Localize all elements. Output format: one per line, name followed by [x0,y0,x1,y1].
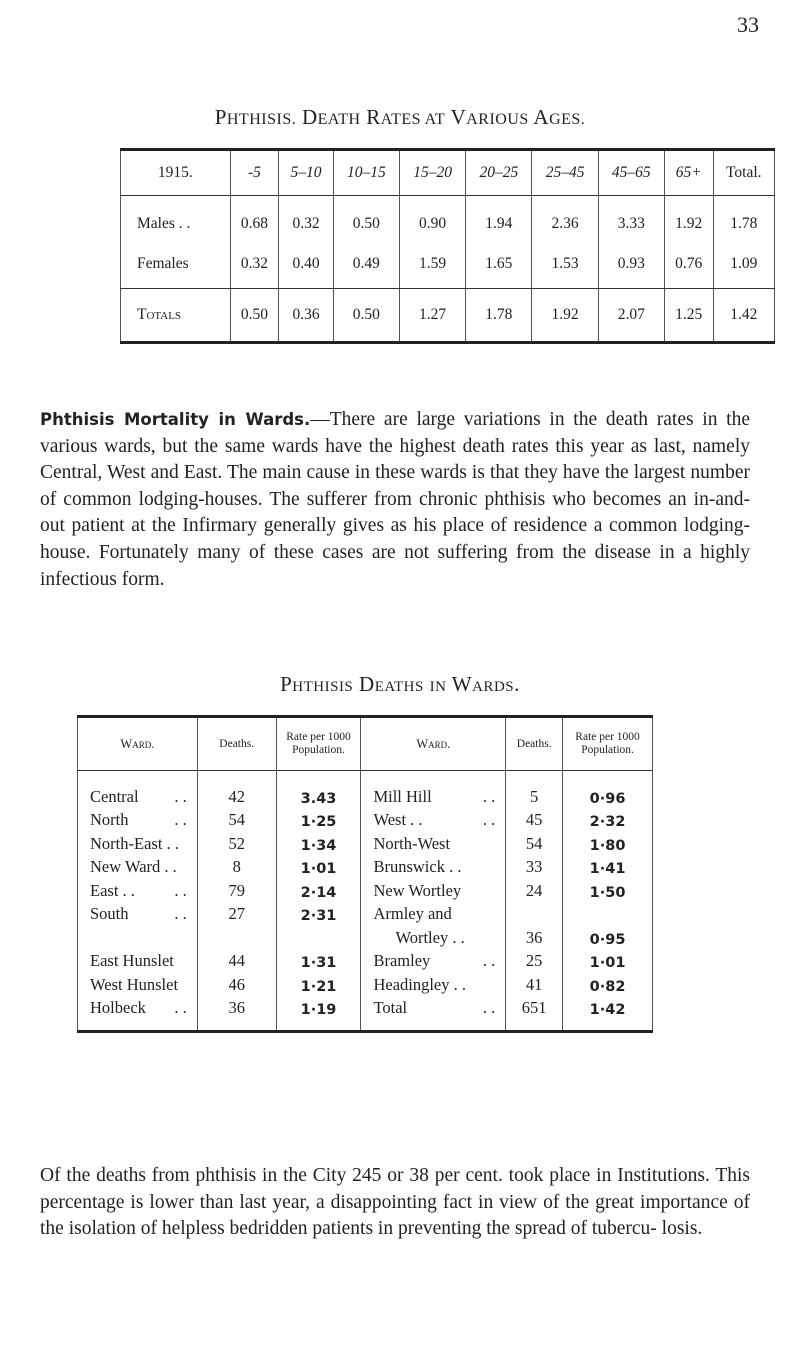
header-deaths: Deaths. [506,717,563,771]
leader-dots: . . [482,810,496,829]
rate-cell: 1·41 [563,854,653,878]
table-cell: 1.78 [713,196,774,247]
table1-title: PHTHISIS. DEATH RATES AT VARIOUS AGES. [214,105,586,129]
table-cell: 1.92 [532,289,598,343]
table-cell: 0.50 [230,289,279,343]
table-cell: 2.36 [532,196,598,247]
table-row [78,948,653,972]
deaths-cell: 52 [197,830,276,854]
table-cell: 1.59 [399,246,465,289]
rate-cell: 1·19 [276,995,361,1032]
page-number: 33 [737,12,759,37]
institutions-paragraph: Of the deaths from phthisis in the City 245 or 38 per cent. took place in Institutions. This percentage is lower than last year, a disappointing fact in view of the great importance of the isolation of helpless bedridden patients in preventing the spread of tubercu- losis. [40,1165,750,1240]
rate-cell [276,924,361,948]
row-label: Males . . [137,215,191,232]
rate-cell: 1·42 [563,995,653,1032]
paragraph-heading: Phthisis Mortality in Wards. [40,410,311,429]
deaths-cell [197,924,276,948]
table-cell: 0.50 [333,289,399,343]
ward-name: West Hunslet [90,974,179,994]
rate-cell: 2·31 [276,901,361,925]
header-cell: 20–25 [466,150,532,196]
ward-name: East Hunslet [90,951,174,970]
table-cell: 0.40 [279,246,334,289]
deaths-cell: 41 [506,971,563,995]
ward-name: South . . [78,901,198,925]
mortality-in-wards-paragraph [40,407,750,593]
deaths-cell: 42 [197,771,276,807]
table-cell: 0.68 [230,196,279,247]
table-cell: 0.76 [664,246,713,289]
header-ward: Ward. [78,717,198,771]
ward-name: Bramley . . [361,948,506,972]
leader-dots: . . [482,786,496,806]
table-row [121,196,775,247]
ward-name: Brunswick . . [361,854,506,878]
deaths-cell: 44 [197,948,276,972]
table-cell: 0.93 [598,246,664,289]
rate-cell: 2·14 [276,877,361,901]
table-row [78,830,653,854]
rate-cell: 1·25 [276,807,361,831]
table-cell: 1.53 [532,246,598,289]
rate-cell: 1·31 [276,948,361,972]
deaths-cell: 5 [506,771,563,807]
table-row [78,901,653,925]
deaths-cell: 46 [197,971,276,995]
table-row-totals [121,289,775,343]
header-cell: Total. [713,150,774,196]
table-row [78,877,653,901]
table-row [78,854,653,878]
table-header-row [78,717,653,771]
ward-name: North-West [361,830,506,854]
table-cell: 1.65 [466,246,532,289]
deaths-cell: 79 [197,877,276,901]
table-cell: 0.49 [333,246,399,289]
deaths-cell: 54 [506,830,563,854]
ward-name [78,924,198,948]
rate-cell: 1·80 [563,830,653,854]
rate-cell: 3.43 [276,771,361,807]
table-row [78,924,653,948]
deaths-cell: 25 [506,948,563,972]
header-rate: Rate per 1000 Population. [563,717,653,771]
leader-dots: . . [174,904,187,923]
deaths-cell [506,901,563,925]
table-row [78,971,653,995]
ward-name: North . . [78,807,198,831]
table-cell: 0.50 [333,196,399,247]
row-label: Females [121,246,231,289]
table-cell: 1.09 [713,246,774,289]
header-cell: 15–20 [399,150,465,196]
deaths-cell: 36 [506,924,563,948]
rate-cell [563,901,653,925]
ward-name: Wortley . . [361,924,506,948]
table-row [78,807,653,831]
leader-dots: . . [482,951,496,970]
ward-name: East . . . . [78,877,198,901]
rate-cell: 1·01 [563,948,653,972]
rate-cell: 0·96 [563,771,653,807]
table-row [78,995,653,1032]
rate-cell: 2·32 [563,807,653,831]
deaths-cell: 27 [197,901,276,925]
table-cell: 1.92 [664,196,713,247]
rate-cell: 0·82 [563,971,653,995]
leader-dots: . . [174,810,187,829]
header-rate: Rate per 1000 Population. [276,717,361,771]
header-cell: -5 [230,150,279,196]
deaths-cell: 33 [506,854,563,878]
table2-title: Phthisis Deaths in Wards. [280,672,520,696]
ward-name: Central . . [78,771,198,807]
deaths-cell: 24 [506,877,563,901]
rate-cell: 1·01 [276,854,361,878]
ward-name: West . . . . [361,807,506,831]
table-cell: 1.25 [664,289,713,343]
ward-name: North-East . . [90,833,179,853]
table-cell: 0.32 [230,246,279,289]
row-label: Totals [137,306,182,323]
ward-name: Holbeck . . [78,995,198,1032]
deaths-cell: 36 [197,995,276,1032]
deaths-cell: 54 [197,807,276,831]
deaths-cell: 45 [506,807,563,831]
leader-dots: . . [174,880,187,900]
ward-name: New Ward . . [90,857,177,876]
table-row [121,246,775,289]
header-ward: Ward. [361,717,506,771]
deaths-cell: 651 [506,995,563,1032]
rate-cell: 0·95 [563,924,653,948]
header-cell: 10–15 [333,150,399,196]
age-death-rates-table [120,148,775,344]
table-cell: 0.32 [279,196,334,247]
header-cell: 1915. [121,150,231,196]
ward-name: Headingley . . [361,971,506,995]
table-row [78,771,653,807]
deaths-cell: 8 [197,854,276,878]
header-cell: 5–10 [279,150,334,196]
ward-deaths-table [77,715,653,1033]
leader-dots: . . [482,998,496,1017]
table-cell: 1.94 [466,196,532,247]
ward-name: Total . . [361,995,506,1032]
table-cell: 0.36 [279,289,334,343]
leader-dots: . . [174,998,187,1017]
table-cell: 1.27 [399,289,465,343]
table-cell: 1.78 [466,289,532,343]
header-cell: 25–45 [532,150,598,196]
leader-dots: . . [174,786,187,806]
table-cell: 1.42 [713,289,774,343]
rate-cell: 1·34 [276,830,361,854]
table-cell: 2.07 [598,289,664,343]
ward-name: New Wortley [361,877,506,901]
table-cell: 0.90 [399,196,465,247]
paragraph-text: —There are large variations in the death rates in the various wards, but the same wards have the highest death rates this year as last, namely Central, West and East. The main cause in these wards is that they have the largest number of common lodging-houses. The sufferer from chronic phthisis who becomes an in-and-out patient at the Infirmary generally gives as his place of residence a common lodging-house. Fortunately many of these cases are not suffering from the disease in a highly infectious form. [40,409,750,590]
ward-name: Armley and [361,901,506,925]
rate-cell: 1·50 [563,877,653,901]
ward-name: Mill Hill . . [361,771,506,807]
header-deaths: Deaths. [197,717,276,771]
header-cell: 45–65 [598,150,664,196]
table-cell: 3.33 [598,196,664,247]
rate-cell: 1·21 [276,971,361,995]
header-cell: 65+ [664,150,713,196]
table-header-row [121,150,775,196]
